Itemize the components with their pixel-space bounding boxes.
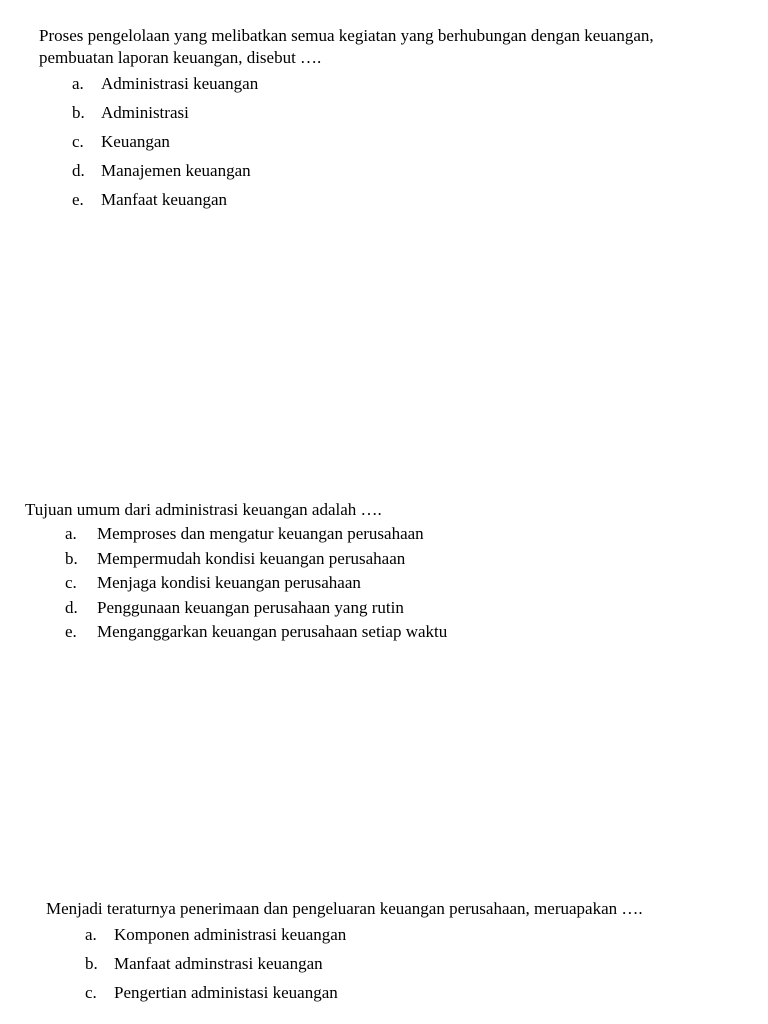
option-item [65, 621, 725, 646]
option-list [85, 924, 746, 1011]
option-letter: b. [85, 954, 98, 973]
option-letter: d. [65, 597, 78, 617]
option-letter: c. [85, 983, 97, 1002]
option-list [65, 523, 725, 646]
option-text: Keuangan [101, 132, 170, 151]
option-text: Manfaat adminstrasi keuangan [114, 954, 323, 973]
option-text: Mempermudah kondisi keuangan perusahaan [97, 548, 406, 568]
option-item [72, 73, 739, 102]
option-item [65, 597, 725, 622]
option-text: Pengertian administasi keuangan [114, 983, 338, 1002]
option-letter: b. [65, 548, 78, 568]
option-text: Menjaga kondisi keuangan perusahaan [97, 573, 361, 592]
option-item [65, 523, 725, 548]
option-letter: e. [65, 622, 77, 641]
option-text: Menganggarkan keuangan perusahaan setiap waktu [97, 622, 448, 641]
question-stem: Proses pengelolaan yang melibatkan semua kegiatan yang berhubungan dengan keuangan, pembuatan laporan keuangan, disebut …. [39, 26, 654, 67]
option-item [72, 160, 739, 189]
option-item [72, 102, 739, 131]
option-letter: a. [65, 524, 77, 543]
option-text: Manajemen keuangan [101, 161, 251, 180]
option-item [65, 548, 725, 573]
option-text: Manfaat keuangan [101, 190, 228, 209]
option-item [85, 924, 746, 953]
option-item [85, 953, 746, 982]
option-text: Administrasi keuangan [101, 74, 259, 93]
option-list [72, 73, 739, 218]
option-letter: c. [72, 132, 84, 151]
question-2 [25, 499, 725, 646]
option-letter: c. [65, 573, 77, 592]
question-stem: Menjadi teraturnya penerimaan dan pengeluaran keuangan perusahaan, meruapakan …. [46, 899, 643, 918]
option-letter: b. [72, 103, 85, 122]
option-text: Penggunaan keuangan perusahaan yang rutin [97, 597, 404, 617]
option-text: Komponen administrasi keuangan [114, 925, 347, 944]
question-1 [39, 25, 739, 218]
option-item [72, 131, 739, 160]
option-text: Administrasi [101, 103, 189, 122]
option-letter: a. [85, 925, 97, 944]
question-stem: Tujuan umum dari administrasi keuangan adalah …. [25, 500, 382, 519]
question-3 [46, 898, 746, 1011]
option-text: Memproses dan mengatur keuangan perusahaan [97, 524, 424, 543]
option-item [72, 189, 739, 218]
option-letter: d. [72, 161, 85, 180]
option-item [85, 982, 746, 1011]
option-item [65, 572, 725, 597]
option-letter: a. [72, 74, 84, 93]
option-letter: e. [72, 190, 84, 209]
